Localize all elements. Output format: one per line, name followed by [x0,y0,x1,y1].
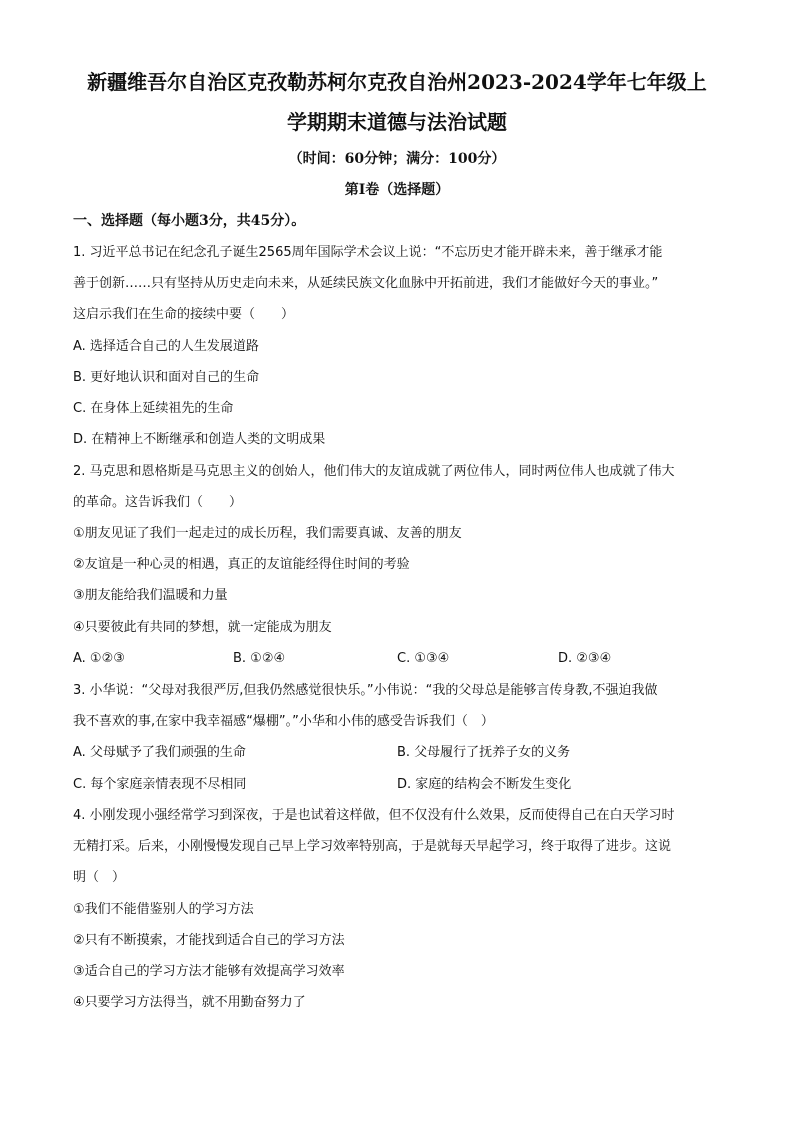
question-3-option-b[interactable]: B. 父母履行了抚养子女的义务 [397,745,571,760]
question-1-option-d[interactable]: D. 在精神上不断继承和创造人类的文明成果 [73,432,326,447]
question-1-option-b[interactable]: B. 更好地认识和面对自己的生命 [73,370,260,385]
question-3-line: 我不喜欢的事,在家中我幸福感“爆棚”。”小华和小伟的感受告诉我们（ ） [73,714,494,729]
question-2-statement: ①朋友见证了我们一起走过的成长历程，我们需要真诚、友善的朋友 [73,526,462,541]
exam-info: （时间：60分钟；满分：100分） [288,151,506,167]
question-2-statement: ④只要彼此有共同的梦想，就一定能成为朋友 [73,620,332,635]
question-4-statement: ④只要学习方法得当，就不用勤奋努力了 [73,995,306,1010]
question-1-line: 善于创新……只有坚持从历史走向未来，从延续民族文化血脉中开拓前进，我们才能做好今天的事业。” [73,276,659,291]
question-1-option-a[interactable]: A. 选择适合自己的人生发展道路 [73,339,259,354]
exam-title-line1: 新疆维吾尔自治区克孜勒苏柯尔克孜自治州2023-2024学年七年级上 [87,70,707,94]
question-4-line: 明（ ） [73,870,126,885]
question-4-line: 4. 小刚发现小强经常学习到深夜，于是也试着这样做，但不仅没有什么效果，反而使得自己在白天学习时 [73,808,675,823]
question-4-statement: ①我们不能借鉴别人的学习方法 [73,902,254,917]
volume-heading: 第Ⅰ卷（选择题） [344,182,450,198]
question-2-option-c[interactable]: C. ①③④ [397,651,450,666]
question-2-statement: ②友谊是一种心灵的相遇，真正的友谊能经得住时间的考验 [73,557,410,572]
section-heading: 一、选择题（每小题3分，共45分）。 [73,213,306,229]
question-3-option-c[interactable]: C. 每个家庭亲情表现不尽相同 [73,777,247,792]
question-1-line: 这启示我们在生命的接续中要（ ） [73,307,295,322]
question-2-option-b[interactable]: B. ①②④ [233,651,286,666]
question-2-option-d[interactable]: D. ②③④ [558,651,612,666]
question-1-option-c[interactable]: C. 在身体上延续祖先的生命 [73,401,234,416]
question-3-line: 3. 小华说：“父母对我很严厉,但我仍然感觉很快乐。”小伟说：“我的父母总是能够言传身教,不强迫我做 [73,683,658,698]
question-3-option-d[interactable]: D. 家庭的结构会不断发生变化 [397,777,572,792]
question-1-line: 1. 习近平总书记在纪念孔子诞生2565周年国际学术会议上说：“不忘历史才能开辟未来，善于继承才能 [73,245,663,260]
question-3-option-a[interactable]: A. 父母赋予了我们顽强的生命 [73,745,246,760]
question-2-line: 2. 马克思和恩格斯是马克思主义的创始人，他们伟大的友谊成就了两位伟人，同时两位伟人也成就了伟大 [73,464,675,479]
question-2-statement: ③朋友能给我们温暖和力量 [73,588,228,603]
question-4-line: 无精打采。后来，小刚慢慢发现自己早上学习效率特别高，于是就每天早起学习，终于取得了进步。这说 [73,839,672,854]
exam-title-line2: 学期期末道德与法治试题 [287,110,507,134]
question-4-statement: ②只有不断摸索，才能找到适合自己的学习方法 [73,933,345,948]
question-2-line: 的革命。这告诉我们（ ） [73,495,243,510]
question-4-statement: ③适合自己的学习方法才能够有效提高学习效率 [73,964,345,979]
question-2-option-a[interactable]: A. ①②③ [73,651,125,666]
